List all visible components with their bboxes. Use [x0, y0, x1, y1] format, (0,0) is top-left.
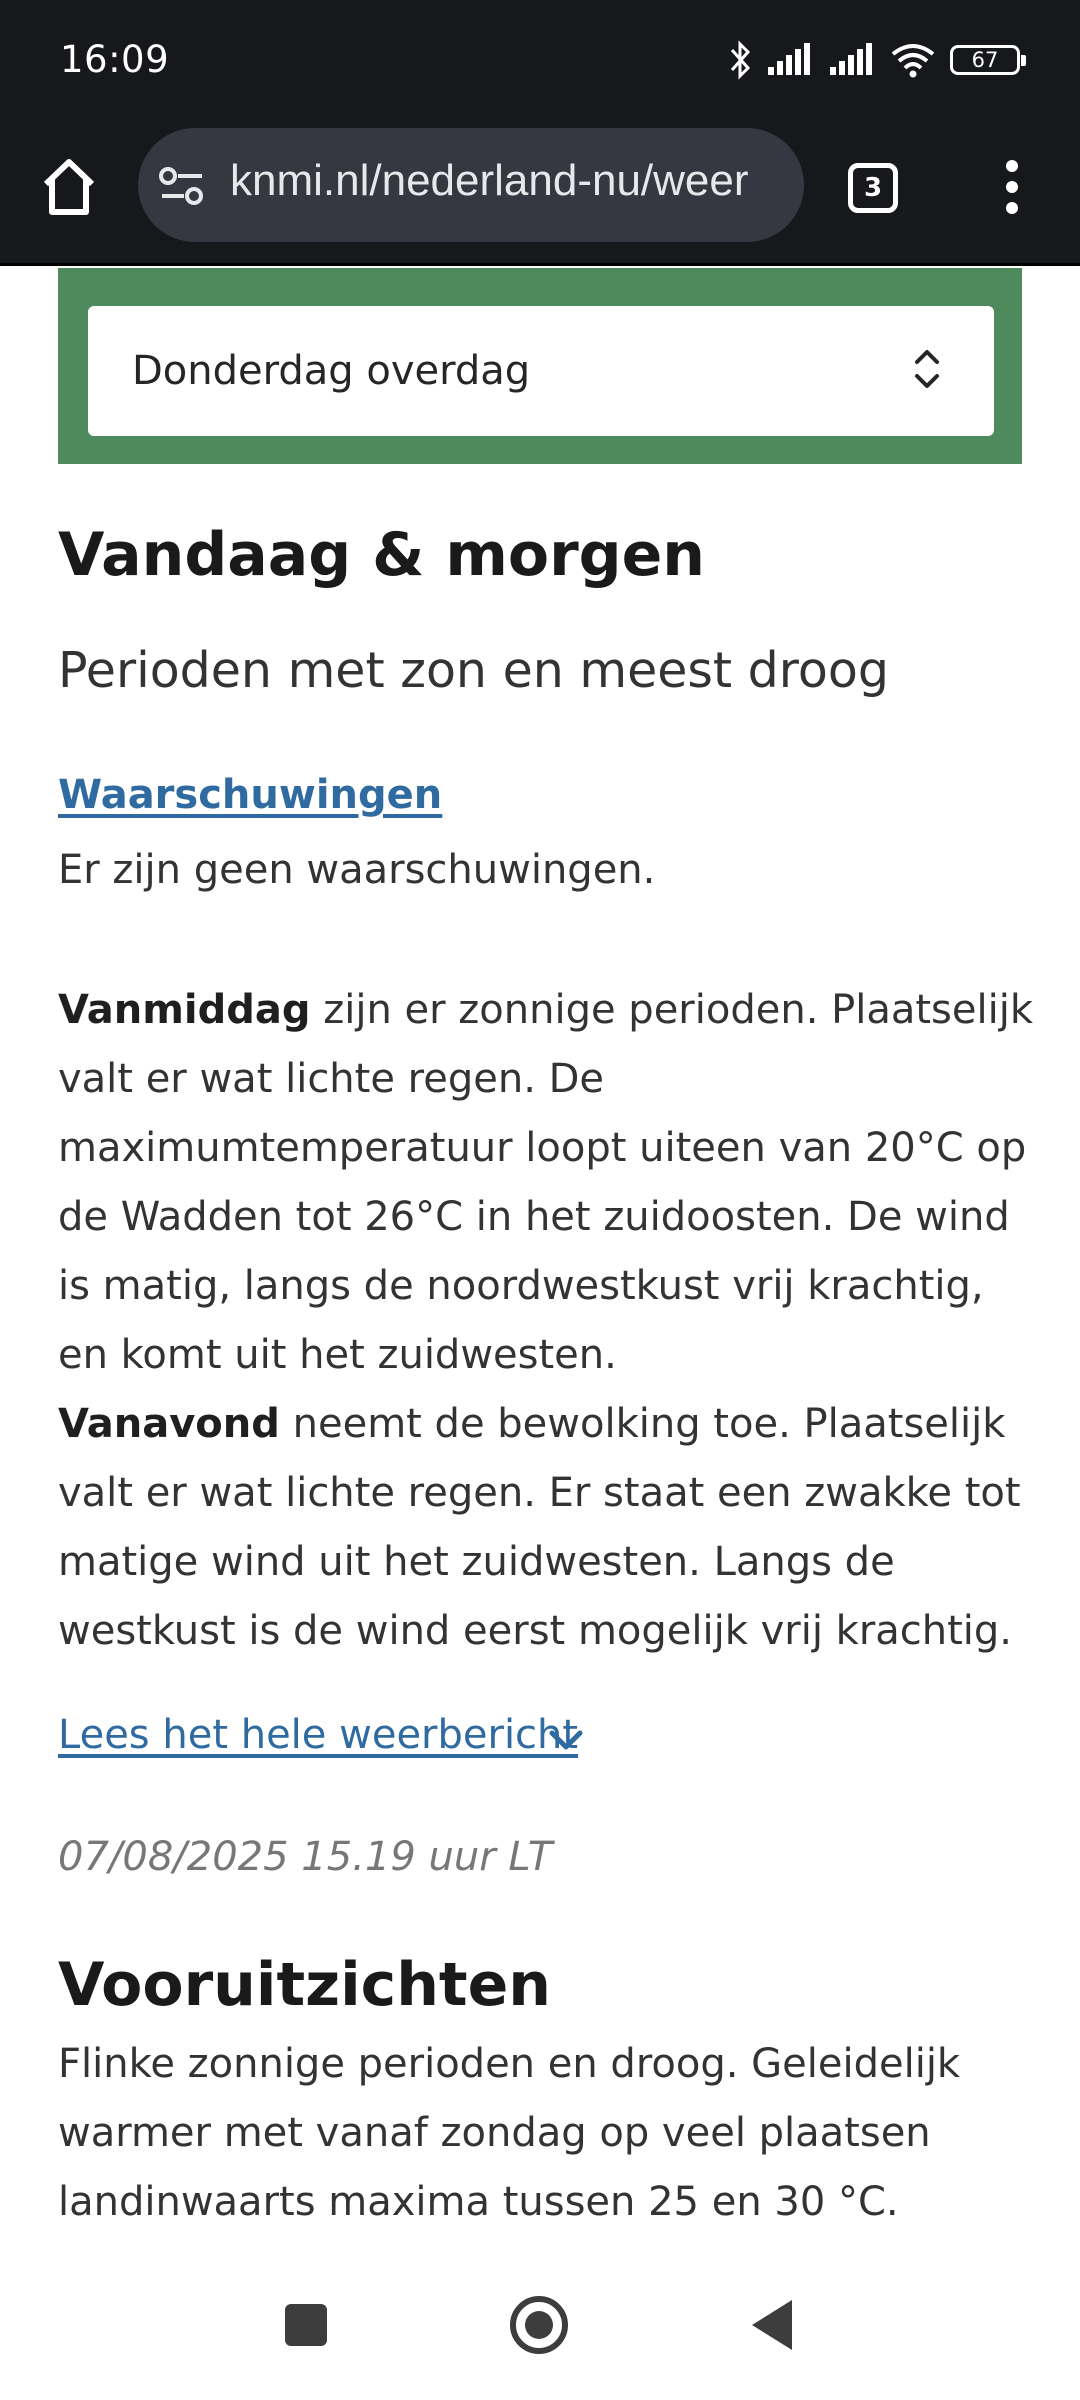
forecast-timestamp: 07/08/2025 15.19 uur LT	[58, 1834, 553, 1880]
forecast-text	[58, 976, 1038, 1666]
forecast-subtitle: Perioden met zon en meest droog	[58, 642, 889, 699]
period-selector-panel	[58, 268, 1022, 464]
battery-icon: 67	[950, 45, 1020, 75]
status-icons	[728, 38, 1020, 82]
address-bar[interactable]	[138, 128, 804, 242]
bluetooth-icon	[728, 40, 752, 80]
warnings-text: Er zijn geen waarschuwingen.	[58, 847, 656, 893]
status-bar	[0, 0, 1080, 118]
warnings-link[interactable]: Waarschuwingen	[58, 772, 443, 818]
status-time: 16:09	[60, 38, 170, 81]
system-nav-bar	[0, 2264, 1080, 2400]
url-text[interactable]: knmi.nl/nederland-nu/weer	[230, 156, 749, 205]
evening-label: Vanavond	[58, 1401, 280, 1447]
home-nav-button[interactable]	[510, 2296, 568, 2354]
signal-icon-2	[828, 43, 876, 77]
afternoon-text: zijn er zonnige perioden. Plaatselijk valt er wat lichte regen. De maximumtemperatuur loopt uiteen van 20°C op de Wadden tot 26°C in het zuidoosten. De wind is matig, langs de noordwestkust vrij krachtig, en komt uit het zuidwesten.	[58, 987, 1034, 1378]
read-full-forecast-link[interactable]: Lees het hele weerbericht	[58, 1712, 579, 1758]
period-select-value: Donderdag overdag	[132, 348, 531, 394]
home-button[interactable]	[36, 154, 102, 220]
forecast-heading: Vandaag & morgen	[58, 520, 706, 590]
chevron-updown-icon	[912, 346, 942, 396]
wifi-icon	[890, 42, 936, 78]
evening-text: neemt de bewolking toe. Plaatselijk valt er wat lichte regen. Er staat een zwakke tot matige wind uit het zuidwesten. Langs de westkust is de wind eerst mogelijk vrij krachtig.	[58, 1401, 1021, 1654]
recents-button[interactable]	[285, 2304, 327, 2346]
chevron-down-icon[interactable]	[548, 1728, 584, 1756]
period-select[interactable]	[88, 306, 994, 436]
signal-icon	[766, 43, 814, 77]
site-settings-icon[interactable]	[158, 166, 206, 210]
back-button[interactable]	[752, 2300, 792, 2350]
overflow-menu-button[interactable]	[1000, 160, 1024, 220]
outlook-heading: Vooruitzichten	[58, 1950, 552, 2020]
tab-switcher-button[interactable]: 3	[848, 163, 898, 213]
afternoon-label: Vanmiddag	[58, 987, 311, 1033]
home-icon	[36, 154, 102, 220]
browser-toolbar	[0, 118, 1080, 266]
outlook-text: Flinke zonnige perioden en droog. Geleidelijk warmer met vanaf zondag op veel plaatsen landinwaarts maxima tussen 25 en 30 °C.	[58, 2041, 961, 2225]
